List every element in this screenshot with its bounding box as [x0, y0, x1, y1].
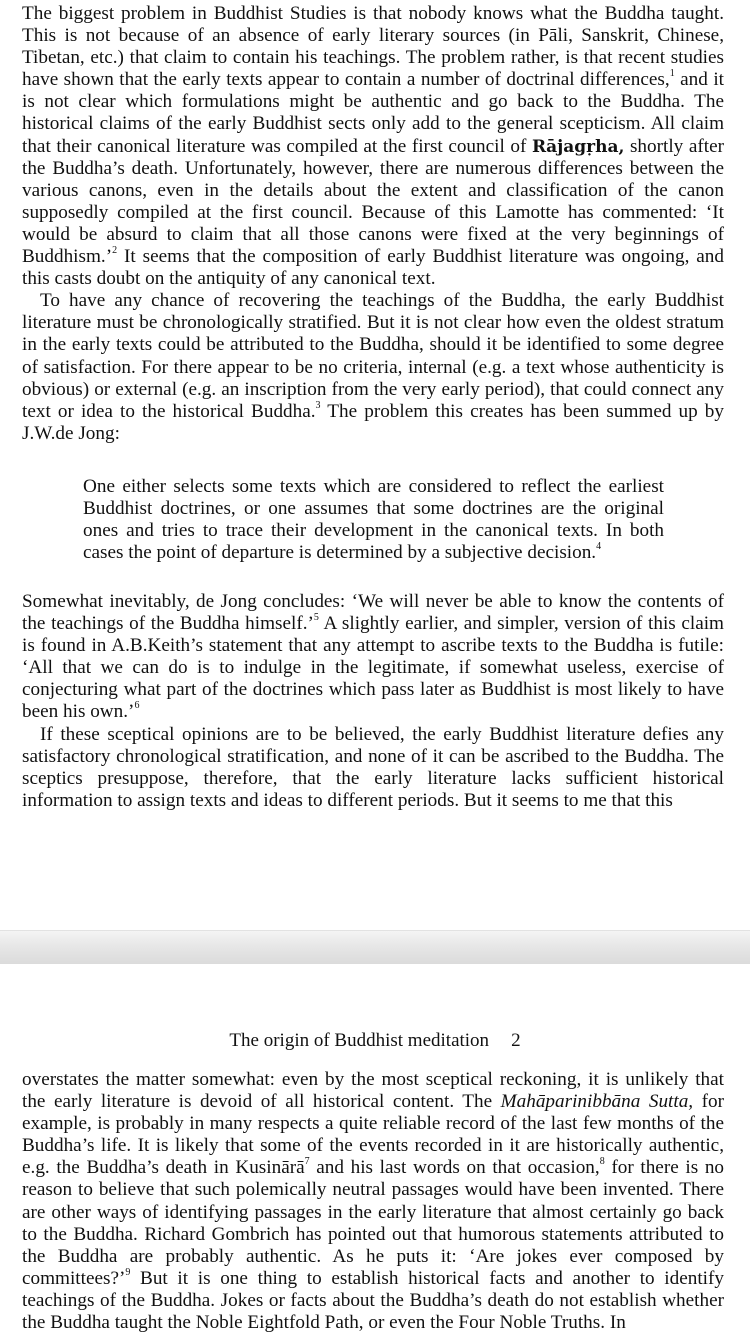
footnote-ref-7[interactable]: 7	[304, 1156, 310, 1168]
text-run: To have any chance of recovering the teachings of the Buddha, the early Buddhist literature must be chronologically stratified. But it is not clear how even the oldest stratum in the early texts could be attributed to the Buddha, should it be identified to some degree of satisfaction. For there appear to be no criteria, internal (e.g. a text whose authenticity is obvious) or external (e.g. an inscription from the very early period), that could connect any text or idea to the historical Buddha.	[22, 290, 724, 422]
paragraph-2	[22, 290, 724, 445]
text-run: for there is no reason to believe that such polemically neutral passages would have been invented. There are other ways of identifying passages in the early literature that almost certainly go back to the Buddha. Richard Gombrich has pointed out that humorous statements attributed to the Buddha are probably authentic. As he puts it: ‘Are jokes ever composed by committees?’	[22, 1157, 725, 1289]
italic-title: Mahāparinibbāna Sutta,	[500, 1091, 694, 1113]
place-name: Rājagṛha,	[531, 136, 625, 157]
paragraph-3	[22, 591, 724, 724]
footnote-ref-4[interactable]: 4	[596, 541, 602, 553]
text-run: The biggest problem in Buddhist Studies is that nobody knows what the Buddha taught. This is not because of an absence of early literary sources (in Pāli, Sanskrit, Chinese, Tibetan, etc.) that claim to contain his teachings. The problem rather, is that recent studies have shown that the early texts appear to contain a number of doctrinal differences,	[22, 3, 724, 91]
text-run: overstates the matter somewhat: even by the most sceptical reckoning, it is unlikely that the early literature is devoid of all historical content. The	[22, 1069, 724, 1113]
text-run: The problem this creates has been summed up by J.W.de Jong:	[22, 400, 724, 444]
running-head-title: The origin of Buddhist meditation	[229, 1030, 490, 1051]
text-run: Somewhat inevitably, de Jong concludes: ‘We will never be able to know the contents of the teachings of the Buddha himself.’	[22, 591, 724, 635]
text-run: for example, is probably in many respects a quite reliable record of the last few months of the Buddha’s life. It is likely that some of the events recorded in it are historically authentic, e.g. the Buddha’s death in Kusinārā	[22, 1091, 724, 1179]
text-run: and it is not clear which formulations might be authentic and go back to the Buddha. The historical claims of the early Buddhist sects only add to the general scepticism. All claim that their canonical literature was compiled at the first council of	[22, 69, 724, 157]
body-text-page-2	[22, 1069, 724, 1334]
footnote-ref-1[interactable]: 1	[669, 68, 675, 80]
text-run: But it is one thing to establish historical facts and another to identify teachings of the Buddha. Jokes or facts about the Buddha’s death do not establish whether the Buddha taught the Noble Eightfold Path, or even the Four Noble Truths. In	[22, 1267, 724, 1334]
footnote-ref-2[interactable]: 2	[112, 245, 118, 257]
footnote-ref-3[interactable]: 3	[315, 399, 321, 411]
body-text-top	[22, 3, 724, 445]
text-run: A slightly earlier, and simpler, version of this claim is found in A.B.Keith’s statement that any attempt to ascribe texts to the Buddha is futile: ‘All that we can do is to indulge in the legitimate, if somewhat useless, exercise of conjecturing what part of the doctrines which pass later as Buddhist is most likely to have been his own.’	[22, 613, 724, 723]
page-number: 2	[511, 1030, 521, 1051]
page-separator	[0, 930, 750, 965]
text-run: One either selects some texts which are considered to reflect the earliest Buddhist doctrines, or one assumes that some doctrines are the original ones and tries to trace their development in the canonical texts. In both cases the point of departure is determined by a subjective decision.	[83, 476, 664, 564]
footnote-ref-5[interactable]: 5	[313, 612, 319, 624]
text-run: and his last words on that occasion,	[309, 1157, 600, 1179]
text-run: It seems that the composition of early Buddhist literature was ongoing, and this casts doubt on the antiquity of any canonical text.	[22, 246, 724, 290]
body-text-bottom	[22, 591, 724, 812]
block-quote	[83, 476, 664, 564]
footnote-ref-9[interactable]: 9	[125, 1266, 131, 1278]
text-run: If these sceptical opinions are to be believed, the early Buddhist literature defies any satisfactory chronological stratification, and none of it can be ascribed to the Buddha. The sceptics presuppose, therefore, that the early literature lacks sufficient historical information to assign texts and ideas to different periods. But it seems to me that this	[22, 723, 724, 811]
footnote-ref-6[interactable]: 6	[134, 700, 140, 712]
running-head	[0, 1030, 750, 1052]
paragraph-1	[22, 3, 724, 290]
footnote-ref-8[interactable]: 8	[599, 1156, 605, 1168]
paragraph-5	[22, 1069, 724, 1334]
text-run: shortly after the Buddha’s death. Unfortunately, however, there are numerous differences between the various canons, even in the details about the extent and classification of the canon supposedly compiled at the first council. Because of this Lamotte has commented: ‘It would be absurd to claim that all those canons were fixed at the very beginnings of Buddhism.’	[22, 135, 724, 268]
paragraph-4	[22, 724, 724, 812]
page-2	[0, 964, 750, 1334]
quote-text	[83, 476, 664, 564]
